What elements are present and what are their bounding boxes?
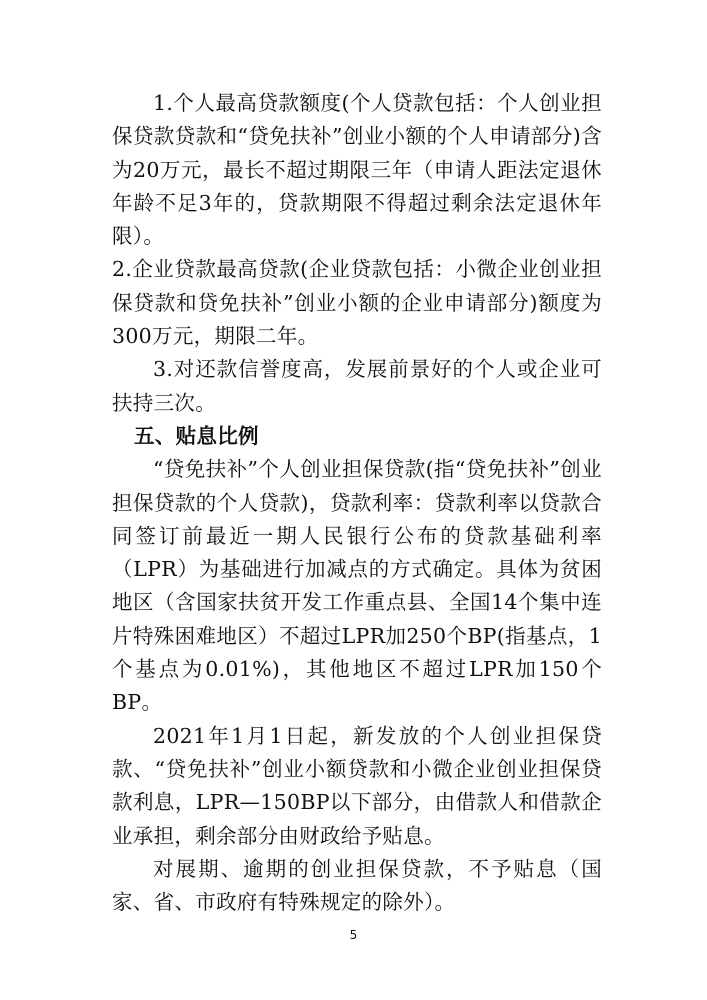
page-number: 5 (349, 928, 358, 942)
paragraph-personal-loan-limit: 1.个人最高贷款额度(个人贷款包括：个人创业担保贷款贷款和“贷免扶补”创业小额的个人申请部分)含为20万元，最长不超过期限三年（申请人距法定退休年龄不足3年的，贷款期限不得超过剩余法定退休年限）。 (112, 91, 602, 249)
paragraph-support-times: 3.对还款信誉度高，发展前景好的个人或企业可扶持三次。 (112, 357, 602, 415)
paragraph-no-subsidy-overdue: 对展期、逾期的创业担保贷款，不予贴息（国家、省、市政府有特殊规定的除外）。 (112, 856, 602, 915)
paragraph-subsidy-from-2021: 2021年1月1日起，新发放的个人创业担保贷款、“贷免扶补”创业小额贷款和小微企业创业担保贷款利息，LPR—150BP以下部分，由借款人和借款企业承担，剩余部分由财政给予贴息。 (112, 723, 602, 848)
section-heading-interest-subsidy: 五、贴息比例 (134, 423, 259, 448)
document-body (112, 87, 602, 919)
paragraph-enterprise-loan-limit: 2.企业贷款最高贷款(企业贷款包括：小微企业创业担保贷款和贷免扶补”创业小额的企业申请部分)额度为300万元，期限二年。 (112, 257, 602, 349)
paragraph-loan-interest-rate: “贷免扶补”个人创业担保贷款(指“贷免扶补”创业担保贷款的个人贷款)，贷款利率：贷款利率以贷款合同签订前最近一期人民银行公布的贷款基础利率（LPR）为基础进行加减点的方式确定。具体为贫困地区（含国家扶贫开发工作重点县、全国14个集中连片特殊困难地区）不超过LPR加250个BP(指基点，1个基点为0.01%)，其他地区不超过LPR加150个BP。 (112, 457, 602, 715)
